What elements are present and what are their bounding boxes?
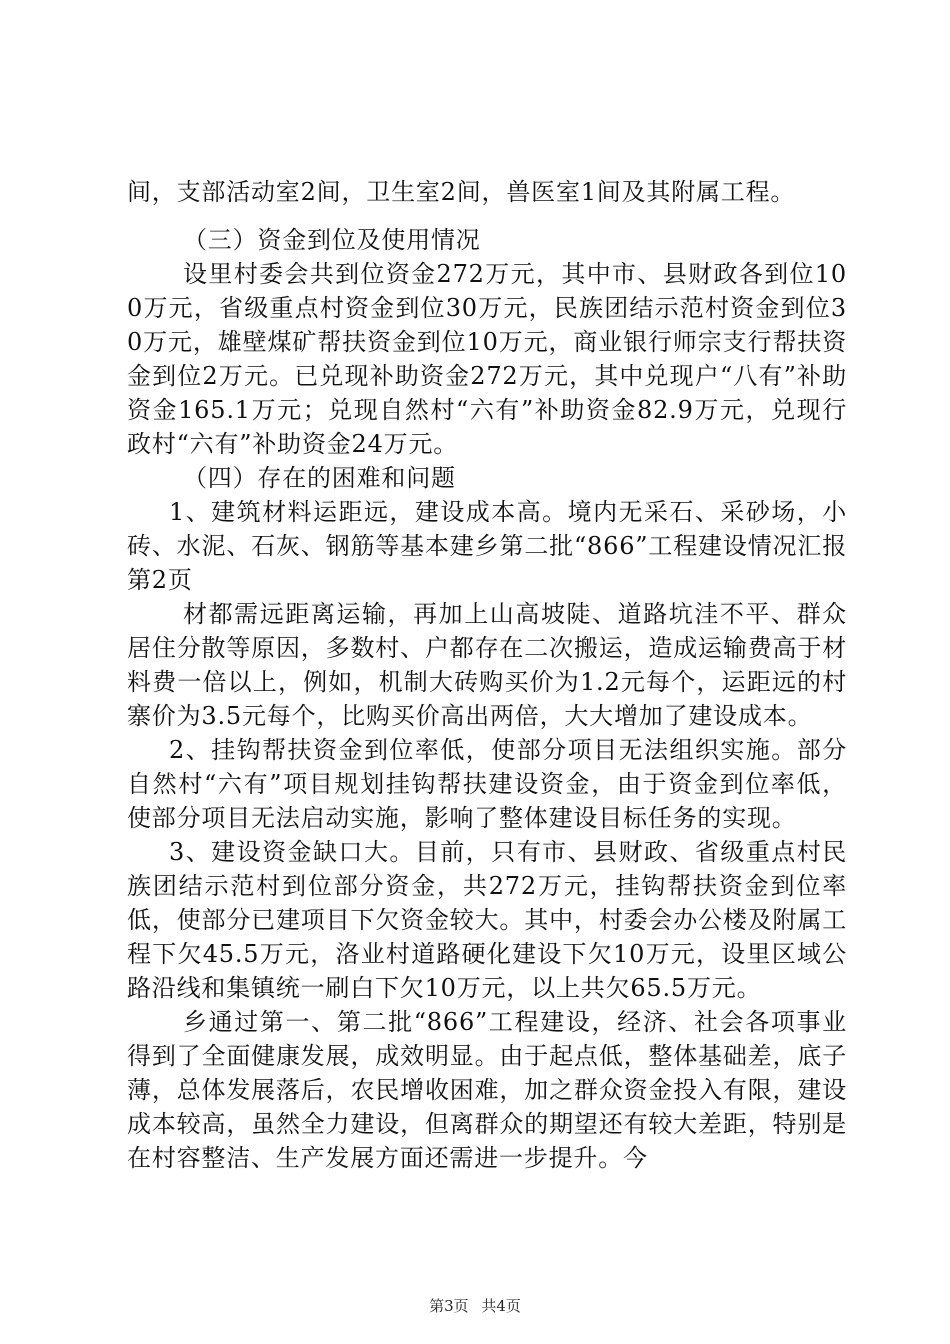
paragraph-summary: 乡通过第一、第二批“866”工程建设，经济、社会各项事业得到了全面健康发展，成效明显。由于起点低，整体基础差，底子薄，总体发展落后，农民增收困难，加之群众资金投入有限，建设成本较高，虽然全力建设，但离群众的期望还有较大差距，特别是在村容整洁、生产发展方面还需进一步提升。今 — [127, 1008, 847, 1172]
page-total: 共4页 — [481, 1297, 521, 1315]
paragraph-problem-3: 3、建设资金缺口大。目前，只有市、县财政、省级重点村民族团结示范村到位部分资金，共272万元，挂钩帮扶资金到位率低，使部分已建项目下欠资金较大。其中，村委会办公楼及附属工程下欠45.5万元，洛业村道路硬化建设下欠10万元，设里区域公路沿线和集镇统一刷白下欠10万元，以上共欠65.5万元。 — [127, 838, 847, 1002]
paragraph-continuation: 间，支部活动室2间，卫生室2间，兽医室1间及其附属工程。 — [127, 178, 796, 206]
document-body — [127, 175, 847, 1175]
paragraph-problem-2: 2、挂钩帮扶资金到位率低，使部分项目无法组织实施。部分自然村“六有”项目规划挂钩帮扶建设资金，由于资金到位率低，使部分项目无法启动实施，影响了整体建设目标任务的实现。 — [127, 736, 847, 832]
page-footer — [0, 1296, 950, 1316]
page-number: 第3页 — [429, 1297, 469, 1315]
paragraph-funds: 设里村委会共到位资金272万元，其中市、县财政各到位100万元，省级重点村资金到位30万元，民族团结示范村资金到位30万元，雄壁煤矿帮扶资金到位10万元，商业银行师宗支行帮扶资金到位2万元。已兑现补助资金272万元，其中兑现户“八有”补助资金165.1万元；兑现自然村“六有”补助资金82.9万元，兑现行政村“六有”补助资金24万元。 — [127, 260, 847, 458]
section-heading-problems: （四）存在的困难和问题 — [183, 464, 456, 492]
paragraph-problem-1: 1、建筑材料运距远，建设成本高。境内无采石、采砂场，小砖、水泥、石灰、钢筋等基本建乡第二批“866”工程建设情况汇报第2页 — [127, 498, 847, 594]
paragraph-problem-1-cont: 材都需远距离运输，再加上山高坡陡、道路坑洼不平、群众居住分散等原因，多数村、户都存在二次搬运，造成运输费高于材料费一倍以上，例如，机制大砖购买价为1.2元每个，运距远的村寨价为3.5元每个，比购买价高出两倍，大大增加了建设成本。 — [127, 600, 847, 730]
section-heading-funds: （三）资金到位及使用情况 — [183, 226, 481, 254]
